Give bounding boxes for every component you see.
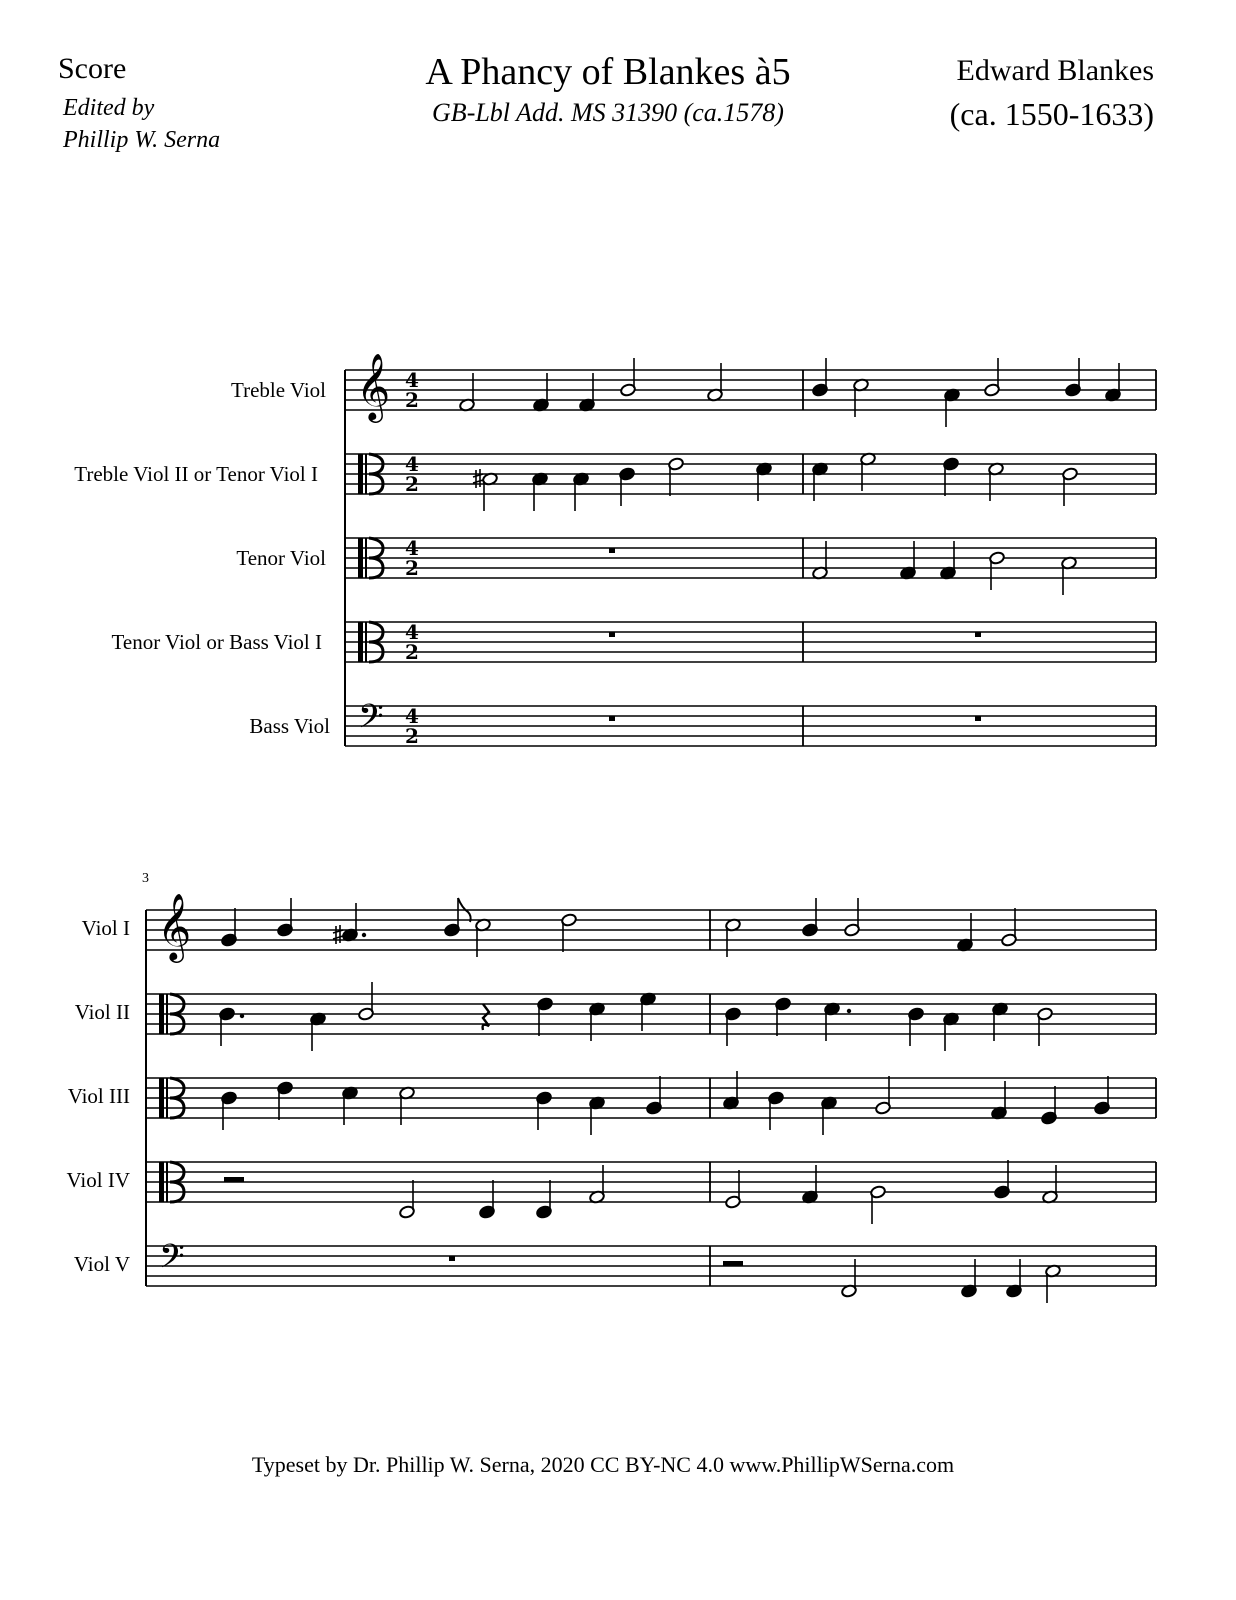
bass-clef-icon: 𝄢 (159, 1238, 185, 1284)
whole-rest (609, 548, 615, 553)
half-rest (224, 1177, 244, 1182)
time-signature-denominator: 2 (405, 724, 419, 748)
time-signature-numerator: 4 (405, 368, 419, 392)
composer-dates: (ca. 1550-1633) (949, 96, 1154, 132)
quarter-rest (483, 1004, 489, 1030)
instrument-name-treble-viol-ii: Treble Viol II or Tenor Viol I (74, 462, 318, 486)
editor-line-1: Edited by (63, 95, 155, 121)
alto-clef-bar (166, 1078, 168, 1118)
augmentation-dot (362, 933, 366, 937)
half-rest (723, 1261, 743, 1266)
time-signature-numerator: 4 (405, 704, 419, 728)
instrument-name-viol-i: Viol I (81, 916, 130, 940)
alto-clef-bar (166, 994, 168, 1034)
alto-clef-icon (358, 622, 363, 662)
treble-clef-icon: 𝄞 (157, 892, 192, 960)
alto-clef-bar (166, 1162, 168, 1202)
alto-clef-bar (365, 622, 367, 662)
time-signature-denominator: 2 (405, 388, 419, 412)
typesetter-credit: Typeset by Dr. Phillip W. Serna, 2020 CC BY-NC 4.0 www.PhillipWSerna.com (251, 1452, 955, 1477)
whole-rest (975, 632, 981, 637)
alto-clef-bar (365, 454, 367, 494)
augmentation-dot (847, 1009, 851, 1013)
alto-clef-icon (358, 538, 363, 578)
manuscript-source: GB-Lbl Add. MS 31390 (ca.1578) (432, 98, 784, 127)
whole-rest (449, 1256, 455, 1261)
alto-clef-bar (365, 538, 367, 578)
instrument-name-tenor-or-bass-viol: Tenor Viol or Bass Viol I (111, 630, 322, 654)
instrument-name-treble-viol: Treble Viol (230, 378, 326, 402)
augmentation-dot (240, 1014, 244, 1018)
alto-clef-icon (358, 454, 363, 494)
sharp-accidental (473, 469, 483, 488)
footer-row (0, 1452, 1236, 1478)
alto-clef-icon (159, 1162, 164, 1202)
time-signature-numerator: 4 (405, 452, 419, 476)
treble-clef-icon: 𝄞 (356, 352, 391, 420)
instrument-name-viol-iv: Viol IV (66, 1168, 130, 1192)
composer-name: Edward Blankes (956, 54, 1154, 87)
score-label: Score (58, 52, 127, 85)
whole-rest (975, 716, 981, 721)
whole-rest (609, 716, 615, 721)
bass-clef-icon: 𝄢 (358, 698, 384, 744)
instrument-name-viol-ii: Viol II (74, 1000, 130, 1024)
time-signature-denominator: 2 (405, 640, 419, 664)
whole-rest (609, 632, 615, 637)
alto-clef-icon (159, 1078, 164, 1118)
time-signature-numerator: 4 (405, 536, 419, 560)
instrument-name-tenor-viol: Tenor Viol (236, 546, 326, 570)
alto-clef-icon (159, 994, 164, 1034)
time-signature-denominator: 2 (405, 472, 419, 496)
instrument-name-viol-iii: Viol III (67, 1084, 130, 1108)
time-signature-numerator: 4 (405, 620, 419, 644)
time-signature-denominator: 2 (405, 556, 419, 580)
measure-number: 3 (142, 871, 149, 886)
sharp-accidental (333, 925, 343, 944)
piece-title: A Phancy of Blankes à5 (425, 51, 791, 93)
instrument-name-bass-viol: Bass Viol (249, 714, 330, 738)
instrument-name-viol-v: Viol V (73, 1252, 130, 1276)
editor-line-2: Phillip W. Serna (63, 127, 221, 153)
